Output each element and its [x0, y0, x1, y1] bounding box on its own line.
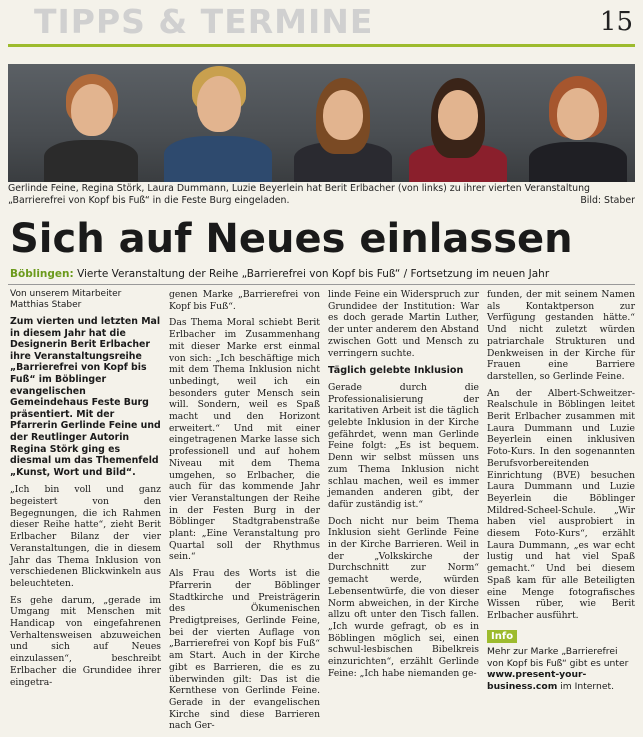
article-column-4 [487, 289, 635, 692]
info-box [487, 646, 635, 692]
paragraph: genen Marke „Barrierefrei von Kopf bis Fuß“. [169, 289, 320, 312]
info-url[interactable]: www.present-your-business.com [487, 669, 587, 692]
byline-role: Von unserem Mitarbeiter [10, 289, 122, 299]
info-suffix: im Internet. [560, 680, 615, 692]
article-column-2 [169, 289, 320, 737]
dateline-location: Böblingen: [10, 268, 74, 280]
header-rule [8, 44, 635, 47]
paragraph: funden, der mit seinem Namen als Kontaktperson zur Verfügung gestanden hätte.“ Und nicht zuletzt würden patriarchale Strukturen und Denkweisen in der Kirche für Frauen eine Barriere darstellen, so Gerlinde Feine. [487, 289, 635, 382]
page-header [0, 0, 643, 44]
subheadline-text: Vierte Veranstaltung der Reihe „Barrierefrei von Kopf bis Fuß“ / Fortsetzung im neuen Jahr [77, 268, 550, 280]
article-subheadline [10, 268, 635, 280]
section-subhead: Täglich gelebte Inklusion [328, 365, 464, 377]
article-column-1 [10, 289, 161, 693]
person-figure [288, 70, 398, 182]
info-box-label: Info [487, 630, 517, 644]
photo-credit: Bild: Staber [580, 195, 635, 206]
info-text: Mehr zur Marke „Barrierefrei von Kopf bis Fuß“ gibt es unter [487, 646, 629, 669]
subheadline-rule [8, 284, 635, 285]
article-headline: Sich auf Neues einlassen [10, 216, 573, 262]
paragraph: „Ich bin voll und ganz begeistert von den Begegnungen, die ich Rahmen dieser Reihe hatte“, zieht Berit Erlbacher Bilanz der vier Veranstaltungen, die in diesem Jahr das Thema Inklusion von verschiedenen Blickwinkeln aus beleuchteten. [10, 484, 161, 589]
paragraph: Es gehe darum, „gerade im Umgang mit Menschen mit Handicap von eingefahrenen Verhaltensweisen abzuweichen und sich auf Neues einzulassen“, beschreibt Erlbacher die Grundidee ihrer eingetra- [10, 594, 161, 688]
person-figure [158, 64, 278, 182]
page-number: 15 [599, 7, 633, 37]
paragraph: linde Feine ein Widerspruch zur Grundidee der Institution: War es doch gerade Martin Luther, der unter anderem den Abstand zwischen Gott und Mensch zu verringern suchte. [328, 289, 479, 359]
section-title: TIPPS & TERMINE [34, 2, 374, 41]
photo-caption: Gerlinde Feine, Regina Störk, Laura Dummann, Luzie Beyerlein hat Berit Erlbacher (von links) zu ihrer vierten Veranstaltung „Barrierefrei von Kopf bis Fuß“ in die Feste Burg eingeladen. [8, 183, 590, 206]
paragraph: Das Thema Moral schiebt Berit Erlbacher im Zusammenhang mit dieser Marke erst einmal von sich: „Ich beschäftige mich mit dem Thema Inklusion nicht unbedingt, weil ich ein besonders guter Mensch sein will. Sondern, weil es Spaß macht und den Horizont erweitert.“ Und mit einer eingetragenen Marke lasse sich professionell und auf hohem Niveau mit dem Thema umgehen, so Erlbacher, die auch für das kommende Jahr vier Veranstaltungen der Reihe in der Festen Burg in der Böblinger Stadtgrabenstraße plant: „Eine Veranstaltung pro Quartal soll der Rhythmus sein.“ [169, 317, 320, 563]
group-photo [8, 64, 635, 182]
person-figure [36, 70, 146, 182]
paragraph: An der Albert-Schweitzer-Realschule in Böblingen leitet Berit Erlbacher zusammen mit Laura Dummann und Luzie Beyerlein einen inklusiven Foto-Kurs. In den sogenannten Berufsvorbereitenden Einrichtung (BVE) besuchen Laura Dummann und Luzie Beyerlein die Böblinger Mildred-Scheel-Schule. „Wir haben viel ausprobiert in diesem Foto-Kurs“, erzählt Laura Dummann, „es war echt lustig und hat viel Spaß gemacht.“ Und bei diesem Spaß kam für alle Beteiligten eine Menge fotografisches Wissen rüber, wie Berit Erlbacher ausführt. [487, 387, 635, 621]
person-figure [523, 70, 633, 182]
paragraph: Als Frau des Worts ist die Pfarrerin der Böblinger Stadtkirche und Preisträgerin des Ökumenischen Predigtpreises, Gerlinde Feine, bei der vierten Auflage von „Barrierefrei von Kopf bis Fuß“ am Start. Auch in der Kirche gibt es Barrieren, die es zu überwinden gilt: Das ist die Kernthese von Gerlinde Feine. Gerade in der evangelischen Kirche sind diese Barrieren nach Ger- [169, 568, 320, 732]
byline-author: Matthias Staber [10, 300, 82, 310]
person-figure [403, 74, 513, 182]
byline [10, 289, 161, 311]
paragraph: Gerade durch die Professionalisierung der karitativen Arbeit ist die täglich gelebte Inklusion in der Kirche gefährdet, wenn man Gerlinde Feine folgt: „Es ist bequem. Denn wir selbst müssen uns zum Thema Inklusion nicht schlau machen, weil es immer jemanden anderen gibt, der dafür zuständig ist.“ [328, 381, 479, 510]
article-lead: Zum vierten und letzten Mal in diesem Jahr hat die Designerin Berit Erlbacher ihre Veranstaltungsreihe „Barrierefrei von Kopf bis Fuß“ im Böblinger evangelischen Gemeindehaus Feste Burg präsentiert. Mit der Pfarrerin Gerlinde Feine und der Reutlinger Autorin Regina Störk ging es diesmal um das Themenfeld „Kunst, Wort und Bild“. [10, 316, 161, 478]
paragraph: Doch nicht nur beim Thema Inklusion sieht Gerlinde Feine in der Kirche Barrieren. Weil in der „Volkskirche der Durchschnitt zur Norm“ gemacht werde, würden Lebensentwürfe, die von dieser Norm abweichen, in der Kirche allzu oft unter den Tisch fallen. „Ich wurde gefragt, ob es in Böblingen möglich sei, einen schwul-lesbischen Bibelkreis einzurichten“, erzählt Gerlinde Feine: „Ich habe niemanden ge- [328, 515, 479, 679]
article-column-3 [328, 289, 479, 685]
